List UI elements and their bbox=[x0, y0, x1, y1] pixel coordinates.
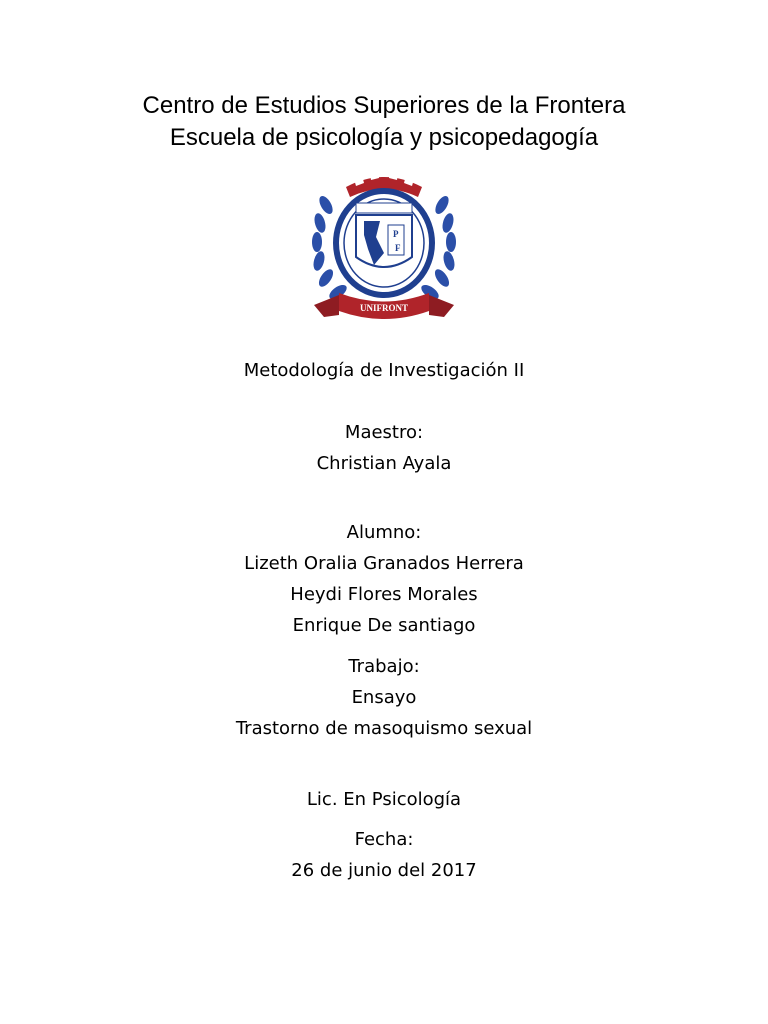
work-title: Trastorno de masoquismo sexual bbox=[235, 718, 533, 739]
teacher-block bbox=[0, 417, 768, 479]
work-label: Trabajo: bbox=[348, 656, 420, 677]
subject-name: Metodología de Investigación II bbox=[243, 360, 525, 381]
work-type: Ensayo bbox=[351, 687, 417, 708]
teacher-name: Christian Ayala bbox=[316, 453, 452, 474]
university-logo bbox=[284, 165, 484, 340]
university-seal-icon bbox=[284, 165, 484, 340]
degree-block bbox=[0, 784, 768, 815]
student-name: Lizeth Oralia Granados Herrera bbox=[244, 553, 524, 574]
school-name: Escuela de psicología y psicopedagogía bbox=[169, 124, 599, 151]
date-value: 26 de junio del 2017 bbox=[291, 860, 477, 881]
ribbon-text: UNIFRONT bbox=[359, 303, 409, 313]
student-name: Enrique De santiago bbox=[292, 615, 476, 636]
institution-name: Centro de Estudios Superiores de la Frontera bbox=[142, 92, 626, 119]
students-label: Alumno: bbox=[346, 522, 422, 543]
svg-text:P: P bbox=[393, 229, 399, 239]
student-name: Heydi Flores Morales bbox=[290, 584, 478, 605]
degree-name: Lic. En Psicología bbox=[306, 789, 462, 810]
date-block bbox=[0, 824, 768, 886]
work-block bbox=[0, 651, 768, 744]
svg-text:F: F bbox=[395, 243, 401, 253]
date-label: Fecha: bbox=[354, 829, 414, 850]
subject-block bbox=[0, 355, 768, 386]
students-block bbox=[0, 517, 768, 641]
institution-header bbox=[0, 90, 768, 154]
teacher-label: Maestro: bbox=[344, 422, 424, 443]
